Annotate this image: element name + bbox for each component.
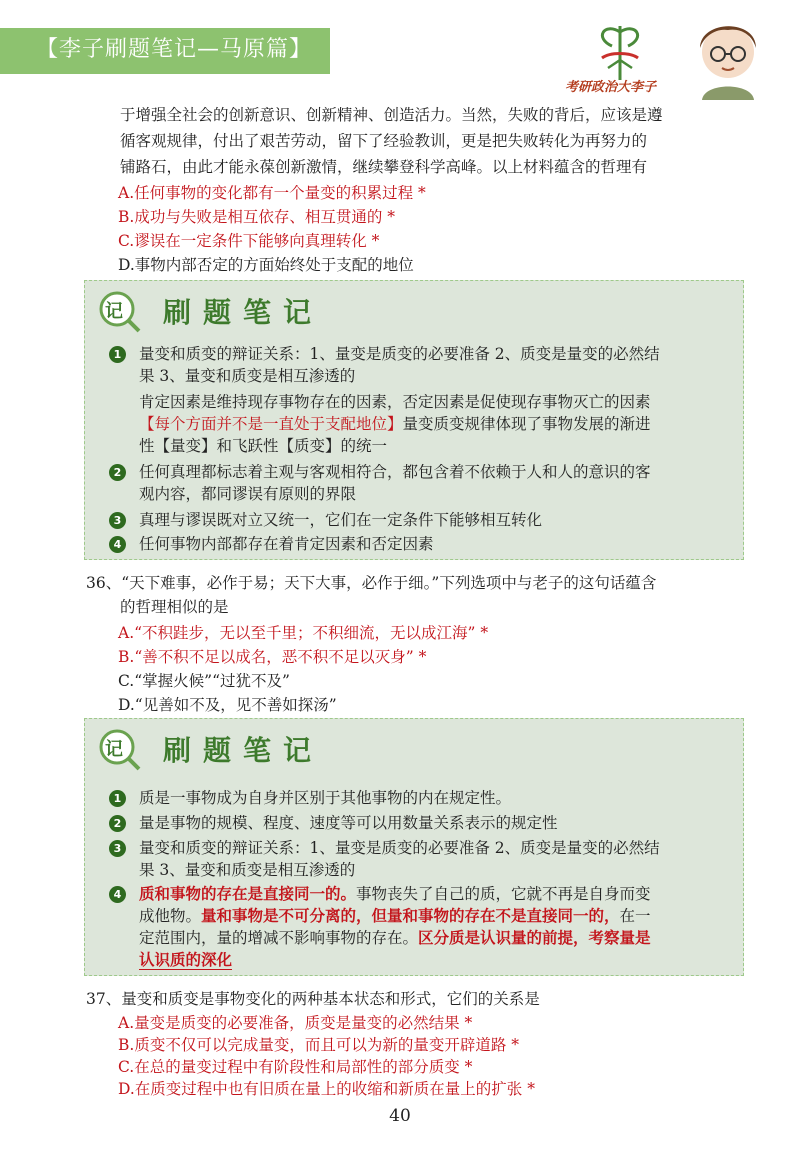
q37-option-b: B.质变不仅可以完成量变，而且可以为新的量变开辟道路 * xyxy=(118,1036,519,1054)
note-number-badge: 2 xyxy=(109,815,126,832)
q36-option-a: A.“不积跬步，无以至千里；不积细流，无以成江海” * xyxy=(118,624,489,642)
note-text-line: 量变和质变的辩证关系：1、量变是质变的必要准备 2、质变是量变的必然结 xyxy=(139,345,660,363)
note-text: 在一 xyxy=(619,907,651,925)
note-text: 事物丧失了自己的质，它就不再是自身而变 xyxy=(356,885,651,903)
q35-stem-line: 铺路石，由此才能永葆创新激情，继续攀登科学高峰。以上材料蕴含的哲理有 xyxy=(120,158,648,176)
note-number-badge: 4 xyxy=(109,536,126,553)
note-badge-label: 记 xyxy=(105,301,123,322)
note-text-line: 任何真理都标志着主观与客观相符合，都包含着不依赖于人和人的意识的客 xyxy=(139,463,651,481)
page-number: 40 xyxy=(389,1106,411,1126)
q35-option-c: C.谬误在一定条件下能够向真理转化 * xyxy=(118,232,380,250)
note-number-badge: 3 xyxy=(109,840,126,857)
note-emphasis: 认识质的深化 xyxy=(139,950,233,969)
q35-stem-line: 于增强全社会的创新意识、创新精神、创造活力。当然，失败的背后，应该是遵 xyxy=(120,106,663,124)
study-note-box xyxy=(84,280,744,560)
q36-option-d: D.“见善如不及，见不善如探汤” xyxy=(118,696,337,714)
note-text-line: 果 3、量变和质变是相互渗透的 xyxy=(139,367,356,385)
note-number-badge: 1 xyxy=(109,346,126,363)
note-text-line xyxy=(139,927,651,949)
note-number-badge: 1 xyxy=(109,790,126,807)
note-text-line: 任何事物内部都存在着肯定因素和否定因素 xyxy=(139,535,434,553)
note-text-line xyxy=(139,413,651,435)
note-text-line: 质是一事物成为自身并区别于其他事物的内在规定性。 xyxy=(139,789,512,807)
note-highlight: 【每个方面并不是一直处于支配地位】 xyxy=(139,415,403,433)
note-title: 刷题笔记 xyxy=(163,296,324,329)
q36-stem-line: 的哲理相似的是 xyxy=(120,598,229,616)
note-number-badge: 3 xyxy=(109,512,126,529)
q35-option-d: D.事物内部否定的方面始终处于支配的地位 xyxy=(118,256,414,274)
q35-option-b: B.成功与失败是相互依存、相互贯通的 * xyxy=(118,208,395,226)
q37-stem: 37、量变和质变是事物变化的两种基本状态和形式，它们的关系是 xyxy=(86,990,540,1008)
note-text: 量变质变规律体现了事物发展的渐进 xyxy=(402,415,651,433)
note-text-line: 观内容，都同谬误有原则的界限 xyxy=(139,485,357,503)
q36-option-b: B.“善不积不足以成名，恶不积不足以灭身” * xyxy=(118,648,427,666)
note-text-line: 果 3、量变和质变是相互渗透的 xyxy=(139,861,356,879)
note-emphasis: 量和事物是不可分离的，但量和事物的存在不是直接同一的， xyxy=(201,906,620,925)
q36-option-c: C.“掌握火候”“过犹不及” xyxy=(118,672,290,690)
avatar xyxy=(682,8,774,100)
note-emphasis: 区分质是认识量的前提，考察量是 xyxy=(418,928,651,947)
q36-stem-line: 36、“天下难事，必作于易；天下大事，必作于细。”下列选项中与老子的这句话蕴含 xyxy=(86,574,657,592)
note-text-line xyxy=(139,949,232,971)
note-text-line xyxy=(139,883,651,905)
note-text-line: 性【量变】和飞跃性【质变】的统一 xyxy=(139,437,388,455)
note-text-line: 肯定因素是维持现存事物存在的因素，否定因素是促使现存事物灭亡的因素 xyxy=(139,393,651,411)
q35-option-a: A.任何事物的变化都有一个量变的积累过程 * xyxy=(118,184,426,202)
note-emphasis: 质和事物的存在是直接同一的。 xyxy=(139,884,357,903)
note-number-badge: 2 xyxy=(109,464,126,481)
note-badge-label: 记 xyxy=(105,739,123,760)
note-text: 成他物。 xyxy=(139,907,202,925)
note-title: 刷题笔记 xyxy=(163,734,324,767)
note-text-line: 真理与谬误既对立又统一，它们在一定条件下能够相互转化 xyxy=(139,511,543,529)
note-text: 定范围内，量的增减不影响事物的存在。 xyxy=(139,929,419,947)
note-text-line: 量变和质变的辩证关系：1、量变是质变的必要准备 2、质变是量变的必然结 xyxy=(139,839,660,857)
q35-stem-line: 循客观规律，付出了艰苦劳动，留下了经验教训，更是把失败转化为再努力的 xyxy=(120,132,648,150)
note-text-line xyxy=(139,905,651,927)
q37-option-a: A.量变是质变的必要准备，质变是量变的必然结果 * xyxy=(118,1014,473,1032)
study-note-box xyxy=(84,718,744,976)
note-number-badge: 4 xyxy=(109,886,126,903)
brand-text: 考研政治大李子 xyxy=(565,80,657,95)
q37-option-c: C.在总的量变过程中有阶段性和局部性的部分质变 * xyxy=(118,1058,473,1076)
note-text-line: 量是事物的规模、程度、速度等可以用数量关系表示的规定性 xyxy=(139,814,558,832)
q37-option-d: D.在质变过程中也有旧质在量上的收缩和新质在量上的扩张 * xyxy=(118,1080,535,1098)
page-header-title: 【李子刷题笔记—马原篇】 xyxy=(36,37,313,62)
